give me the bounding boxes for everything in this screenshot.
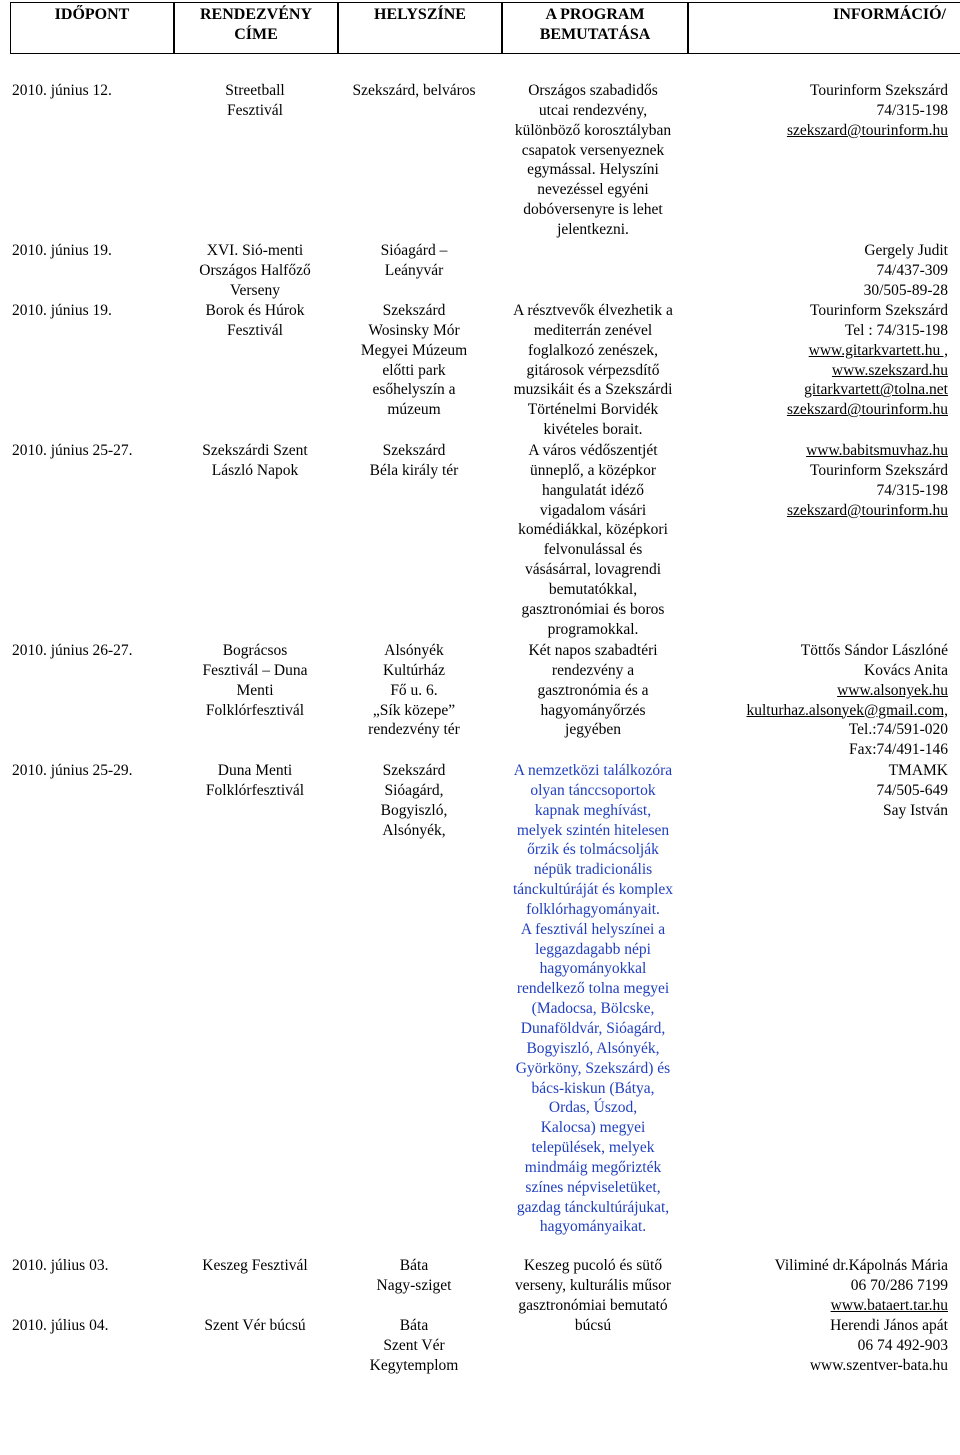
- event-info: [706, 441, 960, 520]
- event-info-line: 06 70/286 7199: [850, 1276, 948, 1294]
- event-info-line: Tourinform Szekszárd: [810, 82, 948, 99]
- header-event-name-line2: CÍME: [234, 26, 278, 43]
- header-date: [10, 2, 174, 54]
- event-name: [182, 641, 328, 720]
- event-date-line: 2010. június 25-29.: [12, 762, 133, 779]
- event-program-line: különböző korosztályban: [514, 121, 672, 139]
- event-name-line: Streetball: [225, 82, 285, 99]
- event-info-line: 06 74 492-903: [857, 1336, 948, 1354]
- event-venue-line: Wosinsky Mór: [368, 321, 460, 339]
- event-program-line: komédiákkal, középkori: [518, 521, 668, 539]
- event-venue-line: Sióagárd –: [380, 242, 448, 259]
- event-info-line: TMAMK: [888, 762, 948, 779]
- event-info-line: 74/437-309: [876, 261, 948, 279]
- event-program-line: Györköny, Szekszárd) és: [515, 1059, 671, 1077]
- event-venue-line: előtti park: [382, 361, 446, 379]
- event-info: [706, 1256, 960, 1316]
- event-program-line: hangulatát idéző: [542, 481, 644, 499]
- header-event-name: [174, 2, 338, 54]
- header-program-line2: BEMUTATÁSA: [539, 26, 651, 43]
- event-info: [706, 301, 960, 420]
- event-name: [182, 1316, 328, 1336]
- event-info-line: 74/315-198: [876, 481, 948, 499]
- event-info-line: Kovács Anita: [864, 661, 948, 679]
- event-name: [182, 241, 328, 301]
- event-venue-line: Szent Vér: [383, 1336, 445, 1354]
- header-venue: [338, 2, 502, 54]
- event-info: [706, 81, 960, 141]
- event-info-line: Fax:74/491-146: [848, 741, 948, 759]
- event-program-line: jegyében: [565, 721, 621, 739]
- event-program-line: utcai rendezvény,: [538, 101, 648, 119]
- event-venue-line: Kultúrház: [383, 661, 445, 679]
- event-info-line: Gergely Judit: [864, 242, 948, 259]
- event-date-line: 2010. július 04.: [12, 1317, 109, 1334]
- event-venue: [336, 641, 492, 740]
- header-program: [502, 2, 688, 54]
- event-name: [182, 441, 328, 481]
- event-program-line: mindmáig megőrizték: [524, 1158, 662, 1176]
- event-info: [706, 1316, 960, 1376]
- event-program-line: A nemzetközi találkozóra: [513, 762, 673, 779]
- event-name: [182, 761, 328, 801]
- event-info-line: 30/505-89-28: [863, 281, 948, 299]
- event-name: [182, 1256, 328, 1276]
- event-program-line: mediterrán zenével: [533, 321, 653, 339]
- event-program: [496, 81, 690, 240]
- info-link[interactable]: www.alsonyek.hu: [837, 681, 948, 699]
- event-program-line: foglalkozó zenészek,: [528, 341, 658, 359]
- event-name-line: Fesztivál: [227, 321, 283, 339]
- event-venue: [336, 761, 492, 840]
- event-date: [12, 761, 182, 781]
- event-date: [12, 1316, 182, 1336]
- event-program-line: A város védőszentjét: [528, 442, 658, 459]
- event-info-line: Tourinform Szekszárd: [810, 461, 948, 479]
- event-program-line: őrzik és tolmácsolják: [527, 841, 659, 859]
- info-link[interactable]: szekszard@tourinform.hu: [786, 121, 948, 139]
- event-program: [496, 441, 690, 639]
- event-program: [496, 1256, 690, 1316]
- event-name-line: Folklórfesztivál: [205, 701, 305, 719]
- event-program-line: egymással. Helyszíni: [527, 161, 659, 179]
- event-date-line: 2010. július 03.: [12, 1257, 109, 1274]
- event-program: [496, 641, 690, 740]
- event-venue-line: Szekszárd, belváros: [352, 82, 476, 99]
- event-program-line: verseny, kulturális műsor: [514, 1276, 672, 1294]
- event-name-line: Borok és Húrok: [205, 302, 305, 319]
- event-venue: [336, 301, 492, 420]
- event-venue-line: Alsónyék,: [382, 821, 446, 839]
- event-program-line: hagyományokkal: [539, 960, 647, 978]
- info-link[interactable]: www.bataert.tar.hu: [830, 1296, 948, 1314]
- event-program-line: kivételes borait.: [543, 421, 643, 439]
- event-info: [706, 761, 960, 821]
- event-name-line: Folklórfesztivál: [205, 781, 305, 799]
- event-info-line: Tel : 74/315-198: [844, 321, 948, 339]
- event-program-line: programokkal.: [547, 620, 639, 638]
- event-venue: [336, 1256, 492, 1296]
- event-program-line: Országos szabadidős: [528, 82, 658, 99]
- event-program: [496, 1316, 690, 1336]
- event-program-line: gitárosok vérpezsdítő: [526, 361, 660, 379]
- event-program-line: ünneplő, a középkor: [529, 461, 657, 479]
- event-program-line: Ordas, Úszod,: [548, 1099, 638, 1117]
- event-name-line: Bográcsos: [222, 642, 288, 659]
- info-link[interactable]: www.gitarkvartett.hu ,: [808, 341, 948, 359]
- event-program-line: muzsikáit és a Szekszárdi: [513, 381, 673, 399]
- event-venue-line: „Sík közepe”: [372, 701, 456, 719]
- event-name: [182, 301, 328, 341]
- event-name-line: XVI. Sió-menti: [206, 242, 304, 259]
- event-venue: [336, 1316, 492, 1376]
- event-program-line: hagyományaikat.: [539, 1218, 647, 1236]
- event-program-line: dobóversenyre is lehet: [523, 201, 663, 219]
- event-program-line: Dunaföldvár, Sióagárd,: [520, 1019, 666, 1037]
- event-program-line: népük tradicionális: [533, 861, 653, 879]
- event-venue-line: Szekszárd: [382, 302, 446, 319]
- event-venue: [336, 81, 492, 101]
- event-program-line: A fesztivál helyszínei a: [520, 920, 666, 938]
- event-info: [706, 641, 960, 760]
- event-venue-line: Báta: [399, 1257, 429, 1274]
- event-program-line: Bogyiszló, Alsónyék,: [526, 1039, 660, 1057]
- event-info-line: Tourinform Szekszárd: [810, 302, 948, 319]
- event-date: [12, 641, 182, 661]
- event-program-line: színes népviseletüket,: [525, 1178, 661, 1196]
- event-program-line: tánckultúráját és komplex: [512, 881, 674, 899]
- event-venue-line: Leányvár: [384, 261, 444, 279]
- event-venue-line: múzeum: [387, 401, 441, 419]
- event-program-line: Kalocsa) megyei: [540, 1119, 646, 1137]
- event-info-line: Töttős Sándor Lászlóné: [800, 642, 948, 659]
- event-info-line: Herendi János apát: [830, 1317, 948, 1334]
- event-program-line: felvonulással és: [543, 541, 643, 559]
- event-program-line: rendelkező tolna megyei: [516, 980, 670, 998]
- event-venue-line: Báta: [399, 1317, 429, 1334]
- event-program-line: vigadalom vásári: [539, 501, 647, 519]
- event-venue-line: esőhelyszín a: [372, 381, 456, 399]
- event-date-line: 2010. június 25-27.: [12, 442, 133, 459]
- event-info: [706, 241, 960, 301]
- event-venue-line: Sióagárd,: [384, 781, 444, 799]
- event-program-line: kapnak meghívást,: [534, 801, 652, 819]
- header-info-text: INFORMÁCIÓ/: [833, 6, 946, 23]
- event-date: [12, 441, 182, 461]
- event-venue: [336, 241, 492, 281]
- event-info-line: Tel.:74/591-020: [848, 721, 948, 739]
- event-program-line: Keszeg pucoló és sütő: [523, 1257, 663, 1274]
- event-date-line: 2010. június 19.: [12, 242, 112, 259]
- header-info: [688, 2, 960, 54]
- event-program-line: csapatok versenyeznek: [521, 141, 665, 159]
- info-link[interactable]: szekszard@tourinform.hu: [786, 401, 948, 419]
- event-info-line: 74/315-198: [876, 101, 948, 119]
- event-program-line: gasztronómiai és boros: [521, 600, 665, 618]
- event-program-line: Két napos szabadtéri: [528, 642, 658, 659]
- event-program-line: bemutatókkal,: [548, 580, 638, 598]
- event-program-line: Történelmi Borvidék: [527, 401, 659, 419]
- event-program-line: leggazdagabb népi: [535, 940, 651, 958]
- event-info-line: www.szentver-bata.hu: [809, 1356, 948, 1374]
- event-name-line: Szent Vér búcsú: [204, 1317, 306, 1334]
- info-link[interactable]: szekszard@tourinform.hu: [786, 501, 948, 519]
- event-venue-line: Alsónyék: [384, 642, 444, 659]
- event-info-line: 74/505-649: [876, 781, 948, 799]
- event-name-line: Országos Halfőző: [199, 261, 311, 279]
- event-venue-line: Szekszárd: [382, 442, 446, 459]
- event-venue-line: Szekszárd: [382, 762, 446, 779]
- event-name-line: Keszeg Fesztivál: [202, 1257, 308, 1274]
- event-name-line: László Napok: [211, 461, 299, 479]
- event-program-line: vásásárral, lovagrendi: [525, 561, 661, 579]
- event-program: [496, 761, 690, 1237]
- header-date-text: IDŐPONT: [54, 6, 130, 23]
- event-program-line: jelentkezni.: [557, 220, 629, 238]
- event-info-line: Viliminé dr.Kápolnás Mária: [774, 1257, 948, 1274]
- table-header: [0, 0, 960, 58]
- event-program-line: olyan tánccsoportok: [530, 781, 656, 799]
- info-link[interactable]: gitarkvartett@tolna.net: [804, 381, 948, 399]
- event-venue: [336, 441, 492, 481]
- event-program-line: rendezvény a: [551, 661, 635, 679]
- event-name-line: Szekszárdi Szent: [202, 442, 308, 459]
- event-venue-line: Megyei Múzeum: [360, 341, 468, 359]
- event-program-line: (Madocsa, Bölcske,: [531, 1000, 655, 1018]
- event-program-line: települések, melyek: [531, 1139, 655, 1157]
- event-date: [12, 1256, 182, 1276]
- event-name-line: Menti: [236, 681, 274, 699]
- event-venue-line: Kegytemplom: [369, 1356, 459, 1374]
- event-date: [12, 241, 182, 261]
- event-venue-line: Nagy-sziget: [376, 1276, 452, 1294]
- event-date: [12, 301, 182, 321]
- event-name-line: Fesztivál – Duna: [202, 661, 308, 679]
- header-program-line1: A PROGRAM: [545, 6, 645, 23]
- event-program-line: melyek szintén hitelesen: [516, 821, 670, 839]
- event-venue-line: rendezvény tér: [368, 721, 460, 739]
- event-program-line: gasztronómia és a: [537, 681, 649, 699]
- header-event-name-line1: RENDEZVÉNY: [199, 6, 312, 23]
- info-link[interactable]: www.szekszard.hu: [831, 361, 948, 379]
- event-venue-line: Béla király tér: [369, 461, 459, 479]
- event-name-line: Fesztivál: [227, 101, 283, 119]
- event-name: [182, 81, 328, 121]
- event-program-line: bács-kiskun (Bátya,: [531, 1079, 655, 1097]
- event-program-line: folklórhagyományait.: [526, 900, 660, 918]
- info-link[interactable]: kulturhaz.alsonyek@gmail.com,: [746, 701, 948, 719]
- event-program-line: hagyományőrzés: [540, 701, 646, 719]
- event-program-line: nevezéssel egyéni: [537, 181, 649, 199]
- event-name-line: Duna Menti: [217, 762, 293, 779]
- event-venue-line: Fő u. 6.: [390, 681, 438, 699]
- event-date-line: 2010. június 12.: [12, 82, 112, 99]
- event-date: [12, 81, 182, 101]
- event-info-line: Say István: [882, 801, 948, 819]
- event-program-line: gasztronómiai bemutató: [518, 1296, 668, 1314]
- event-name-line: Verseny: [230, 281, 280, 299]
- info-link[interactable]: www.babitsmuvhaz.hu: [806, 442, 948, 459]
- event-date-line: 2010. június 19.: [12, 302, 112, 319]
- event-date-line: 2010. június 26-27.: [12, 642, 133, 659]
- header-venue-text: HELYSZÍNE: [374, 6, 466, 23]
- event-program-line: gazdag tánckultúrájukat,: [516, 1198, 670, 1216]
- event-venue-line: Bogyiszló,: [380, 801, 448, 819]
- event-program-line: búcsú: [574, 1317, 612, 1334]
- event-program: [496, 301, 690, 440]
- event-program-line: A résztvevők élvezhetik a: [513, 302, 673, 319]
